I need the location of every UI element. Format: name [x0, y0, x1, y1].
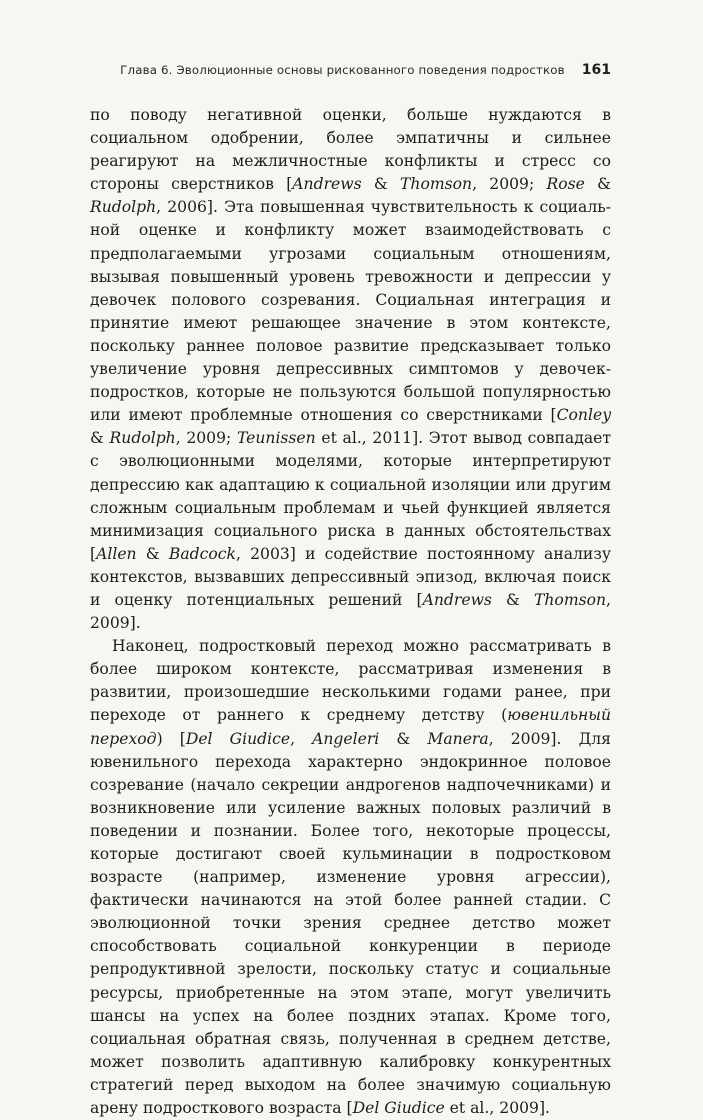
citation-author: Angeleri [312, 729, 380, 748]
text-run: , 2006]. Эта повышенная чувствительность к социальной оценке и конфликту может взаимодействовать с предполагаемыми угрозами социальным отношениям, вызывая повышенный уровень тревожности и депрессии у девочек полового созревания. Социальная интеграция и принятие имеют решающее значение в этом контексте, поскольку раннее половое развитие предсказывает только увеличение уровня депрессивных симптомов у девочек-подростков, которые не пользуются большой популярностью или имеют проблемные отношения со сверстниками [ [90, 198, 611, 425]
text-run: & [90, 429, 110, 448]
text-run: et al., 2011]. Этот вывод совпадает с эволюционными моделями, которые интерпретируют депрессию как адаптацию к социальной изоляции или другим сложным социальным проблемам и чьей функцией является минимизация социального риска в данных обстоятельствах [ [90, 429, 611, 563]
text-run: & [361, 175, 401, 194]
page-header [90, 62, 611, 86]
text-run: , 2009]. Для ювенильного перехода характерно эндокринное половое созревание (начало секреции андрогенов надпочечниками) и возникновение или усиление важных половых различий в поведении и познании. Более того, некоторые процессы, которые достигают своей кульминации в подростковом возрасте (например, изменение уровня агрессии), фактически начинаются на этой более ранней стадии. С эволюционной точки зрения среднее детство может способствовать социальной конкуренции в периоде репродуктивной зрелости, поскольку статус и социальные ресурсы, приобретенные на этом этапе, могут увеличить шансы на успех на более поздних этапах. Кроме того, социальная обратная связь, полученная в среднем детстве, может позволить адаптивную калибровку конкурентных стратегий перед выходом на более значимую социальную арену подросткового возраста [ [90, 729, 611, 1118]
citation-author: Andrews [292, 175, 362, 194]
text-run: et al., 2009]. [444, 1099, 551, 1118]
text-run: & [136, 544, 169, 563]
citation-author: Rose [546, 175, 585, 194]
italic-term: ювенильный переход [90, 706, 611, 748]
citation-author: Thomson [533, 590, 607, 609]
citation-author: Teunissen [236, 429, 316, 448]
text-run: & [584, 175, 611, 194]
paragraph-2 [90, 635, 611, 1120]
citation-author: Conley [556, 406, 611, 425]
citation-author: Badcock [168, 544, 236, 563]
citation-author: Andrews [422, 590, 492, 609]
text-run: & [491, 590, 534, 609]
page-number: 161 [581, 62, 611, 78]
text-run: , [290, 729, 313, 748]
text-run: & [379, 729, 428, 748]
citation-author: Del Giudice [185, 729, 291, 748]
text-run: , 2009]. [90, 590, 612, 633]
paragraph-1 [90, 104, 611, 635]
citation-author: Del Giudice [352, 1099, 445, 1118]
text-run: по поводу негативной оценки, больше нуждаются в социальном одобрении, более эмпатичны и сильнее реагируют на межличностные конфликты и стресс со стороны сверстников [ [90, 106, 611, 194]
citation-author: Rudolph [109, 429, 176, 448]
running-head: Глава 6. Эволюционные основы рискованного поведения подростков [120, 63, 565, 77]
text-run: Наконец, подростковый переход можно рассматривать в более широком контексте, рассматривая изменения в развитии, произошедшие несколькими годами ранее, при переходе от раннего к среднему детству ( [90, 637, 611, 725]
text-run: , 2009; [472, 175, 547, 194]
citation-author: Rudolph [90, 198, 157, 217]
citation-author: Thomson [400, 175, 473, 194]
text-run: , 2009; [175, 429, 237, 448]
text-run: ) [ [156, 729, 186, 748]
body-text [90, 104, 611, 1120]
citation-author: Manera [427, 729, 489, 748]
text-run: , 2003] и содействие постоянному анализу контекстов, вызвавших депрессивный эпизод, включая поиск и оценку потенциальных решений [ [90, 544, 612, 609]
citation-author: Allen [96, 544, 137, 563]
